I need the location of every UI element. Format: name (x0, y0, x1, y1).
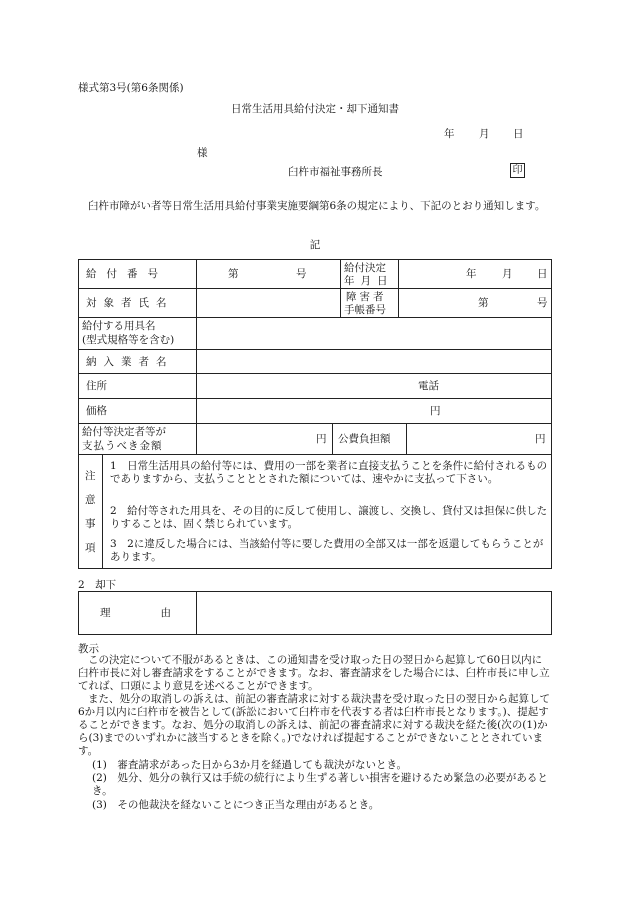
date-day-label: 日 (513, 128, 524, 140)
address-label: 住所 (86, 380, 107, 392)
instruction-heading: 教示 (78, 643, 99, 655)
form-number: 様式第3号(第6条関係) (78, 82, 184, 94)
public-burden-label: 公費負担額 (338, 433, 391, 445)
intro-text: 臼杵市障がい者等日常生活用具給付事業実施要綱第6条の規定により、下記のとおり通知します。 (88, 200, 546, 212)
phone-label: 電話 (418, 380, 439, 392)
seal-box: 印 (510, 163, 525, 178)
benefit-number-label: 給付番号 (86, 268, 168, 280)
note-item-1: 1 日常生活用具の給付等には、費用の一部を業者に直接支払うことを条件に給付されるものでありますから、支払うことととされた額については、速やかに支払って下さい。 (110, 460, 548, 485)
instruction-item-2: (2) 処分、処分の執行又は手続の続行により生ずる著しい損害を避けるため緊急の必要があるとき。 (92, 772, 548, 797)
ki-label: 記 (309, 239, 321, 251)
cert-number-dai: 第 (478, 297, 489, 309)
equipment-name-label-1: 給付する用具名 (82, 320, 156, 332)
benefit-number-dai: 第 (228, 268, 239, 280)
payable-amount-label-2: 支払うべき金額 (82, 440, 163, 452)
instruction-item-1: (1) 審査請求があった日から3か月を経過しても裁決がないとき。 (92, 759, 408, 771)
notes-label-3: 事 (85, 518, 96, 530)
date-year-label: 年 (444, 128, 455, 140)
rejection-heading: 2 却下 (78, 579, 117, 591)
price-label: 価格 (86, 405, 107, 417)
payable-amount-yen: 円 (316, 433, 327, 445)
addressee-honorific: 様 (197, 147, 208, 159)
instruction-paragraph-2: また、処分の取消しの訴えは、前記の審査請求に対する裁決書を受け取った日の翌日から起算して6か月以内に臼杵市を被告として(訴訟において臼杵市を代表する者は臼杵市長となります。)、提起することができます。なお、処分の取消しの訴えは、前記の審査請求に対する裁決を経た後(次の(1)から(3)までのいずれかに該当するときを除く。)でなければ提起することができないこととされています。 (78, 693, 550, 757)
decision-day-label: 日 (537, 268, 548, 280)
note-item-2: 2 給付等された用具を、その目的に反して使用し、譲渡し、交換し、貸付又は担保に供したりすることは、固く禁じられています。 (110, 505, 548, 530)
benefit-number-go: 号 (296, 268, 307, 280)
instruction-item-3: (3) その他裁決を経ないことにつき正当な理由があるとき。 (92, 799, 380, 811)
payable-amount-label-1: 給付等決定者等が (82, 426, 166, 438)
reason-label: 理由 (100, 607, 221, 619)
notes-label-1: 注 (85, 470, 96, 482)
note-item-3: 3 2に違反した場合には、当該給付等に要した費用の全部又は一部を返還してもらうことがあります。 (110, 538, 544, 563)
cert-number-go: 号 (537, 297, 548, 309)
notes-label-4: 項 (85, 542, 96, 554)
supplier-name-label: 納入業者名 (86, 356, 174, 368)
decision-date-label-2: 年月日 (344, 275, 394, 287)
instruction-paragraph-1: この決定について不服があるときは、この通知書を受け取った日の翌日から起算して60日以内に臼杵市長に対し審査請求をすることができます。なお、審査請求をした場合には、臼杵市長に申し立てれば、口頭により意見を述べることができます。 (78, 654, 550, 692)
decision-year-label: 年 (466, 268, 477, 280)
equipment-name-label-2: (型式規格等を含む) (82, 334, 175, 346)
document-title: 日常生活用具給付決定・却下通知書 (231, 103, 399, 115)
public-burden-yen: 円 (535, 433, 546, 445)
cert-number-label-1: 障害者 (346, 291, 387, 303)
recipient-name-label: 対象者氏名 (86, 297, 174, 309)
decision-date-label-1: 給付決定 (344, 262, 386, 274)
cert-number-label-2: 手帳番号 (344, 304, 386, 316)
decision-month-label: 月 (502, 268, 513, 280)
sender-name: 臼杵市福祉事務所長 (288, 166, 383, 178)
notes-label-2: 意 (85, 494, 96, 506)
date-month-label: 月 (479, 128, 490, 140)
price-yen: 円 (430, 405, 441, 417)
